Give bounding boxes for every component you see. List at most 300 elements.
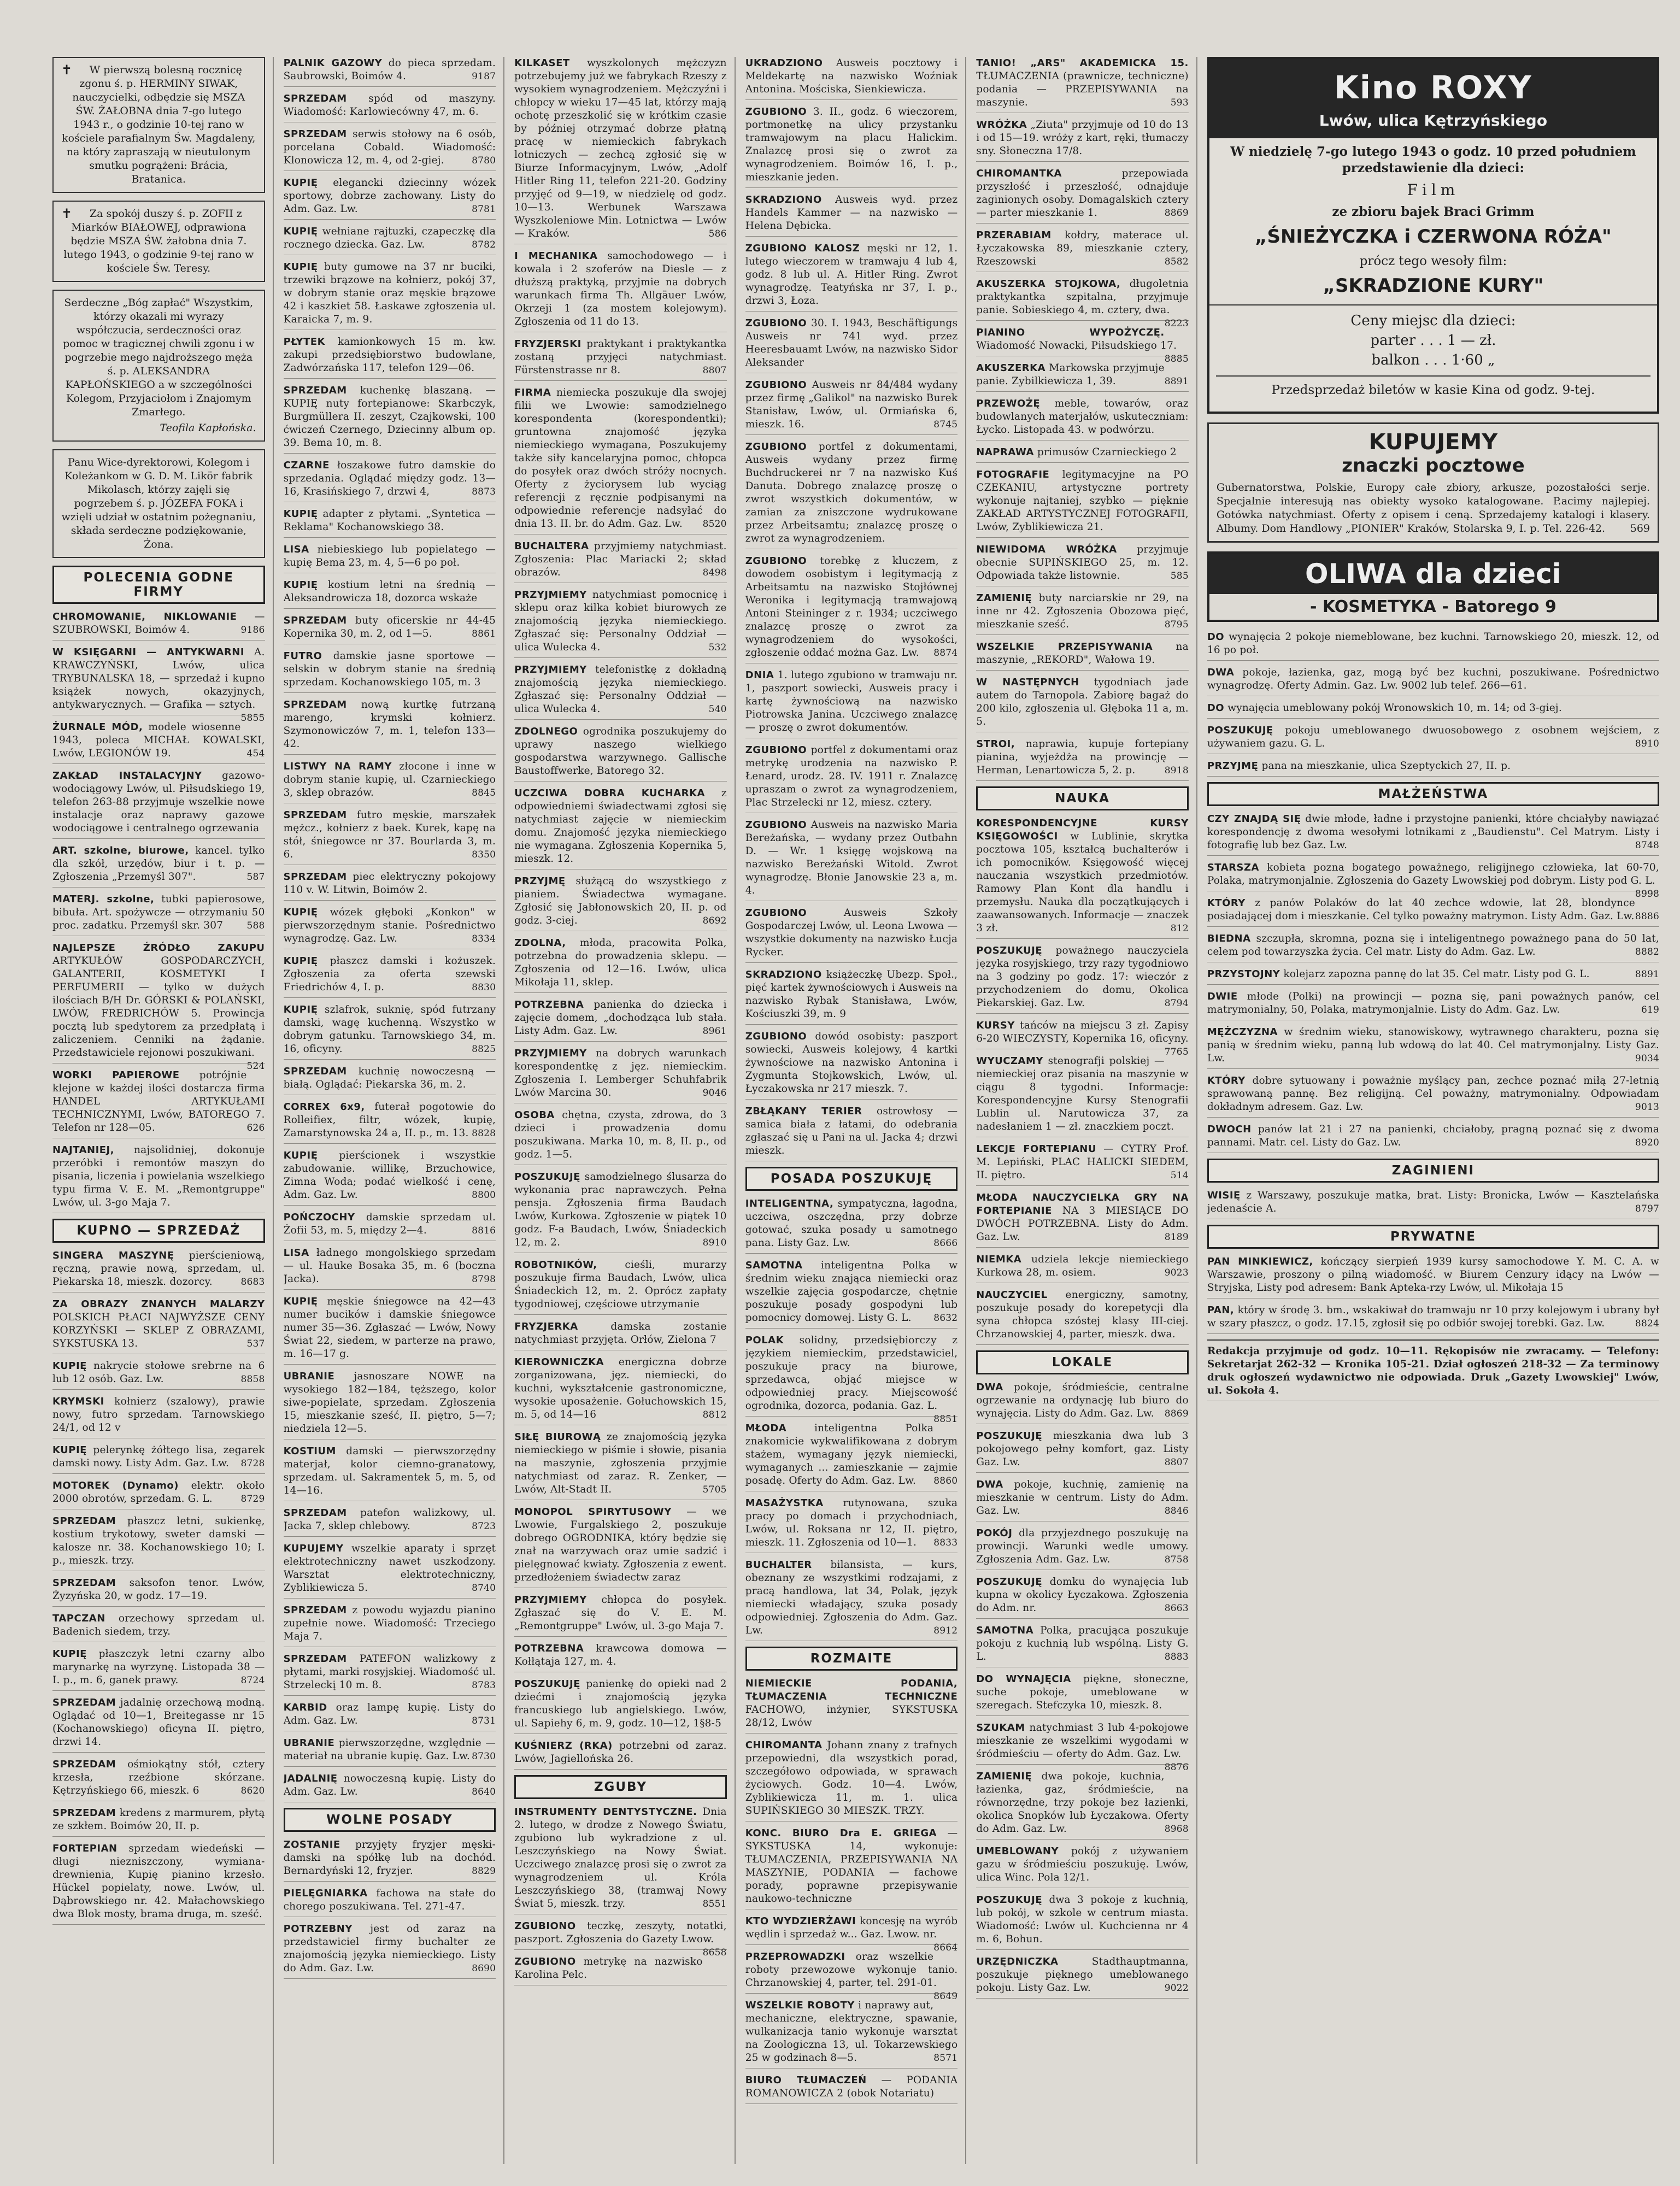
classified-ad: [52, 721, 265, 764]
classified-ad: [745, 242, 958, 312]
classified-ad: [976, 1019, 1189, 1057]
classified-ad: [745, 1422, 958, 1491]
classified-ad: [976, 944, 1189, 1014]
ad-text: Ausweis nr 84/484 wydany przez firmę „Galikol" na nazwisko Burek Stanisław, Lwów, ul. Ormiańska 6, mieszk. 16.: [745, 379, 958, 430]
classified-ad: [745, 1197, 958, 1254]
ad-heading: JADALNIĘ: [283, 1773, 338, 1784]
classified-ad: [284, 1149, 496, 1206]
classified-ad: [514, 57, 727, 244]
classified-ad: [284, 1772, 496, 1802]
cinema-film-word: Film: [1407, 181, 1460, 199]
classified-ad: [976, 1478, 1189, 1521]
ad-heading: ZGUBIONO: [745, 1031, 807, 1042]
ad-heading: LISA: [283, 1247, 309, 1259]
ad-number: 8858: [240, 1374, 265, 1385]
ad-number: 8223: [1164, 318, 1189, 329]
ad-heading: ZGUBIONO: [514, 1920, 576, 1932]
classified-ad: [514, 998, 727, 1042]
ad-number: 8883: [1164, 1652, 1189, 1662]
ad-text: damskie jasne sportowe — selskin w dobrym stanie na średnią sprzedam. Kochanowskiego 105, m. 3: [283, 650, 496, 688]
classified-ad: [976, 167, 1189, 224]
ad-number: 8800: [472, 1190, 496, 1201]
ad-heading: KUPIĘ: [283, 1004, 318, 1015]
ad-list: [1207, 1189, 1659, 1219]
ad-heading: KUPIĘ: [52, 1360, 87, 1372]
ad-list: [976, 57, 1189, 781]
ad-text: młoda, pracowita Polka, potrzebna do prowadzenia sklepu. — Zgłoszenia od 12—16. Lwów, ulica Mikołaja 11, sklep.: [514, 937, 727, 988]
ad-text: kancel. tylko dla szkół, urzędów, biur i t. p. — Zgłoszenia „Przemyśl 307".: [52, 845, 265, 883]
ad-text: Wiadomość Nowacki, Piłsudskiego 17.: [976, 340, 1177, 351]
ad-number: 8729: [240, 1494, 265, 1505]
ad-text: ogrodnika poszukujemy do uprawy naszego wielkiego gospodarstwa warzywnego. Gallische Baustoffwerke, Batorego 32.: [514, 726, 727, 777]
ad-heading: LEKCJE FORTEPIANU: [976, 1143, 1096, 1155]
classified-ad: [976, 1055, 1189, 1137]
classified-ad: [976, 676, 1189, 732]
ad-text: panienkę do opieki nad 2 dziećmi i znajomością języka francuskiego lub angielskiego. Lwów, ul. Sapiehy 6, m. 9, godz. 10—12, 1§8-5: [514, 1678, 727, 1729]
section-header: ZAGINIENI: [1207, 1159, 1659, 1183]
classified-ad: [284, 760, 496, 803]
classified-ad: [745, 669, 958, 738]
ad-list: [745, 1677, 958, 2104]
ad-text: do pieca sprzedam. Saubrowski, Boimów 4.: [283, 57, 496, 82]
ad-number: 569: [1630, 522, 1650, 534]
ad-text: oraz lampę kupię. Listy do Adm. Gaz. Lw.: [283, 1702, 496, 1726]
section-header: WOLNE POSADY: [284, 1808, 496, 1832]
classified-ad: [745, 1827, 958, 1909]
ad-text: solidny, przedsiębiorczy z językiem niemieckim, przedstawiciel, poszukuje pracy na biurowe, sprzedawca, objąć miejsce w odpowiedniej pracy. Miejscowość ogrodnika, dozorca, podania. Gaz. L.: [745, 1335, 958, 1412]
ad-text: torebkę z kluczem, z dowodem osobistym i legitymacją z Arbeitsamtu na nazwisko Stojłównej Weronika i legitymacją tramwajową Antoni Steininger z r. 1934; uczciwego znalazcę proszę o zwrot za wynagrodzeniem do wysokości, zgłoszenie oddać można Gaz. Lw.: [745, 555, 958, 659]
ad-heading: ZAMIENIĘ: [976, 1771, 1032, 1782]
classified-ad: [745, 1334, 958, 1425]
ad-heading: DO WYNAJĘCIA: [976, 1673, 1071, 1685]
ad-heading: PAN,: [1207, 1304, 1235, 1316]
ad-number: 8783: [472, 1680, 496, 1691]
classified-ad: [976, 1191, 1189, 1248]
ad-heading: POSZUKUJĘ: [976, 945, 1043, 956]
ad-number: 454: [246, 748, 265, 759]
column-6: [1207, 57, 1659, 2164]
section-header: ROZMAITE: [745, 1647, 958, 1671]
ad-heading: SPRZEDAM: [283, 93, 347, 104]
ad-list: [745, 57, 958, 1161]
ad-text: samodzielnego ślusarza do wykonania prac naprawczych. Pełna pensja. Zgłoszenia firma Baudach Lwów, Kurkowa. Zgłoszenie w piątek 10 godz. F-a Baudach, Lwów, Śniadeckich 12, m. 2.: [514, 1171, 727, 1248]
ad-text: panienka do dziecka i zajęcie domem, „dochodząca lub stała. Listy Adm. Gaz. Lw.: [514, 999, 727, 1037]
cinema-also: prócz tego wesoły film:: [1359, 254, 1507, 268]
ad-heading: DWA: [976, 1382, 1003, 1393]
ad-text: niemiecka poszukuje dla swojej filii we Lwowie: samodzielnego korespondenta (korespondentki); gruntowna znajomość języka niemieckiego wymagana, Poszukujemy także siły kancelaryjna pomoc, chłopca do posyłek oraz dwóch stróży nocnych. Oferty z życiorysem lub wyciąg referencji z ręcznie podpisanymi na odpowiednie referencje nadsyłać do dnia 13. II. br. do Adm. Gaz. Lw.: [514, 387, 727, 530]
ad-text: Dnia 2. lutego, w drodze z Nowego Światu, zgubiono lub wykradzione z ul. Leszczyńskiego na Nowy Świat. Uczciwego znalazcę prosi się o zwrot za wynagrodzeniem ul. Króla Leszczyńskiego 38, (tramwaj Nowy Świat 5, mieszk. trzy.: [514, 1806, 727, 1909]
ad-heading: W NASTĘPNYCH: [976, 677, 1079, 688]
ad-text: — we Lwowie, Furgalskiego 2, poszukuje dobrego OGRODNIKA, który będzie się znał na warzywach oraz umie sadzić i pielęgnować kwiaty. Zgłoszenia z ewent. przedłożeniem świadectw zaraz: [514, 1506, 727, 1583]
ad-text: TŁUMACZENIA (prawnicze, techniczne) podania — PRZEPISYWANIA na maszynie.: [976, 70, 1189, 108]
classified-ad: [976, 817, 1189, 939]
ad-number: 8807: [1164, 1457, 1189, 1468]
classified-ad: [284, 1838, 496, 1882]
classified-ad: [514, 1431, 727, 1500]
ad-text: energiczny, samotny, poszukuje posady do korepetycji dla syna chłopca szóstej klasy III-ciej. Chrzanowskiej 4, parter, mieszk. dwa.: [976, 1289, 1189, 1340]
ad-number: 8794: [1164, 998, 1189, 1009]
ad-number: 8724: [240, 1675, 265, 1686]
ad-heading: DWA: [1207, 667, 1235, 678]
ad-heading: ZGUBIONO: [745, 379, 807, 391]
ad-text: męski nr 12, 1. lutego wieczorem w tramwaju 4 lub 4, godz. 8 lub ul. A. Hitler Ring. Zwrot wynagrodzę. Teatyńska nr 37, I. p., drzwi 3, Łoza.: [745, 243, 958, 307]
classified-ad: [745, 379, 958, 435]
ad-text: elegancki dziecinny wózek sportowy, dobrze zachowany. Listy do Adm. Gaz. Lw.: [283, 177, 496, 215]
ad-number: 8571: [933, 2053, 958, 2064]
ad-text: 3. II., godz. 6 wieczorem, portmonetkę na ulicy przystanku tramwajowym na placu Halickim. Znalazcę prosi się o zwrot za wynagrodzeniem. Boimów 16, I. p., mieszkanie jeden.: [745, 106, 958, 183]
ad-number: 8189: [1164, 1232, 1189, 1243]
notice-text: Za spokój duszy ś. p. ZOFII z Miarków BIAŁOWEJ, odprawiona będzie MSZA ŚW. żałobna dnia 7. lutego 1943, o godzinie 9-tej rano w kościele Św. Teresy.: [63, 208, 254, 274]
ad-heading: SINGERA MASZYNĘ: [52, 1250, 174, 1261]
ad-heading: KUPIĘ: [283, 1296, 318, 1307]
section-header: MAŁŻEŃSTWA: [1207, 782, 1659, 806]
ad-heading: PALNIK GAZOWY: [283, 57, 383, 69]
classified-ad: [52, 1444, 265, 1474]
classified-ad: [976, 1894, 1189, 1950]
ad-text: pierwszorzędne, względnie — materiał na ubranie kupię. Gaz. Lw.: [283, 1737, 496, 1762]
stamps-subtitle: znaczki pocztowe: [1342, 455, 1525, 477]
classified-ad: [976, 1253, 1189, 1283]
ad-text: dwa pokoje, kuchnia, łazienka, gaz, śródmieście, na równorzędne, trzy pokoje bez łazienki, okolica Snopków lub Łyczakowa. Oferty do Adm. Gaz. Lw.: [976, 1771, 1189, 1835]
ad-text: pokoje, kuchnię, zamienię na mieszkanie w centrum. Listy do Adm. Gaz. Lw.: [976, 1479, 1189, 1517]
classified-ad: [1207, 1026, 1659, 1069]
ad-text: który w środę 3. bm., wskakiwał do tramwaju nr 10 przy kolejowym i ubrany był w szary płaszcz, o godz. 17.15, zgłosił się po odbiór swojej torebki. Gaz. Lw.: [1207, 1304, 1659, 1329]
ad-number: 8816: [472, 1225, 496, 1236]
classified-ad: [284, 955, 496, 998]
ad-text: Markowska przyjmuje panie. Zybilkiewicza 1, 39.: [976, 362, 1165, 387]
ad-heading: FRYZJERKA: [514, 1321, 578, 1332]
classified-ad: [284, 1003, 496, 1060]
ad-heading: PRZYJMIEMY: [514, 664, 587, 675]
ad-number: 8798: [472, 1274, 496, 1285]
ad-heading: NAJTANIEJ,: [52, 1144, 115, 1156]
classified-ad: [284, 1211, 496, 1241]
ad-text: w Lublinie, skrytka pocztowa 105, kształcą buchalterów i ich pomocników. Księgowość więcej nauczania wszystkich przedmiotów. Ramowy Plan Kont dla handlu i przemysłu. Nauka dla początkujących i zaawansowanych. Informacje — znaczek 3 zł.: [976, 831, 1189, 934]
classified-ad: [745, 57, 958, 100]
cinema-prices: [1209, 304, 1657, 370]
ad-number: 7765: [1164, 1047, 1189, 1057]
classified-ad: [52, 1249, 265, 1292]
ad-heading: KIEROWNICZKA: [514, 1356, 604, 1368]
classified-ad: [1207, 631, 1659, 661]
classified-ad: [514, 1047, 727, 1103]
classified-ad: [514, 725, 727, 781]
ad-text: buty narciarskie nr 29, na inne nr 42. Zgłoszenia Obozowa pięć, mieszkanie sześć.: [976, 592, 1189, 630]
ad-heading: WORKI PAPIEROWE: [52, 1070, 180, 1081]
ad-heading: PŁYTEK: [283, 336, 326, 348]
ad-heading: UBRANIE: [283, 1737, 335, 1749]
classified-ad: [284, 1507, 496, 1537]
classified-ad: [745, 555, 958, 663]
ad-heading: BUCHALTERA: [514, 540, 589, 552]
ad-heading: ZGUBIONO: [745, 441, 807, 453]
ad-number: 8860: [933, 1476, 958, 1486]
ad-text: mieszkania dwa lub 3 pokojowego pełny komfort, gaz. Listy Gaz. Lw.: [976, 1430, 1189, 1468]
ad-text: futerał pogotowie do Rolleifiex, filtr, wózek, kupię, Zamarstynowska 24 a, II. p., m. 13.: [283, 1101, 496, 1139]
classified-ad: [976, 1845, 1189, 1888]
ad-text: szczupła, skromna, pozna się i inteligentnego poważnego pana do 50 lat, celem pod towarzyszka życia. Cel matr. Listy do Adm. Gaz. Lw.: [1207, 933, 1659, 957]
ad-text: złocone i inne w dobrym stanie kupię, ul. Czarnieckiego 3, sklep obrazów.: [283, 761, 496, 798]
classified-ad: [745, 1105, 958, 1161]
ad-text: pokoju umeblowanego dwuosobowego z osobnem wejściem, z używaniem gazu. G. L.: [1207, 725, 1659, 749]
classified-ad: [976, 1770, 1189, 1840]
ad-heading: ZBŁĄKANY TERIER: [745, 1106, 862, 1117]
ad-number: 585: [1170, 571, 1189, 581]
ad-number: 619: [1641, 1004, 1659, 1015]
mass-notice: [52, 201, 265, 282]
ad-text: ładnego mongolskiego sprzedam — ul. Hauke Bosaka 35, m. 6 (boczna Jacka).: [283, 1247, 496, 1285]
ad-heading: PRZERABIAM: [976, 230, 1052, 241]
ad-heading: SPRZEDAM: [283, 871, 347, 883]
ad-heading: POSZUKUJĘ: [514, 1171, 581, 1183]
ad-heading: SAMOTNA: [745, 1260, 803, 1271]
ad-number: 8781: [472, 204, 496, 215]
ad-number: 8664: [933, 1942, 958, 1953]
classified-ad: [514, 1740, 727, 1770]
ad-text: Ausweis Szkoły Gospodarczej Lwów, ul. Leona Lwowa — wszystkie dokumenty na nazwisko Łucja Rycker.: [745, 907, 958, 958]
ad-number: 5855: [240, 713, 265, 724]
classified-ad: [1207, 897, 1659, 927]
ad-text: jest od zaraz na przedstawiciel firmy buchalter ze znajomością języka niemieckiego. Listy do Adm. Gaz. Lw.: [283, 1923, 496, 1974]
ad-text: młode (Polki) na prowincji — pozna się, pani poważnych panów, cel matrymonialny, 50, Polaka, matrymonjalnie. Listy do Adm. Gaz. Lw.: [1207, 991, 1659, 1015]
ad-heading: BIURO TŁUMACZEŃ: [745, 2075, 867, 2086]
classified-ad: [1207, 760, 1659, 777]
classified-ad: [976, 1624, 1189, 1667]
ad-heading: KOSTIUM: [283, 1445, 336, 1457]
ad-heading: PIANINO WYPOŻYCZĘ.: [976, 327, 1165, 338]
ad-text: pokój z używaniem gazu w śródmieściu poszukuję. Lwów, ulica Winc. Pola 12/1.: [976, 1846, 1189, 1883]
classified-ad: [745, 1915, 958, 1953]
ad-heading: SPRZEDAM: [283, 385, 347, 396]
classified-ad: [284, 225, 496, 255]
ad-number: 8828: [472, 1128, 496, 1139]
ad-heading: WSZELKIE PRZEPISYWANIA: [976, 641, 1153, 653]
ad-heading: CHIROMANTKA: [976, 168, 1062, 179]
ad-text: wózek głęboki „Konkon" w pierwszorzędnym stanie. Pośrednictwo wynagrodzę. Gaz. Lw.: [283, 907, 496, 944]
ad-heading: MASAŻYSTKA: [745, 1497, 824, 1509]
classified-ad: [52, 1842, 265, 1925]
ad-text: natychmiast 3 lub 4-pokojowe mieszkanie ze wszelkimi wygodami w śródmieściu — oferty do Adm. Gaz. Lw.: [976, 1722, 1189, 1760]
ad-heading: ZGUBIONO: [514, 1956, 576, 1967]
ad-heading: MOTOREK (Dynamo): [52, 1480, 179, 1491]
ad-text: samochodowego — i kowala i 2 szoferów na Diesle — z dłuższą praktyką, przyjmie na dobrych warunkach firma Th. Allgäuer Lwów, Okrzeji 1 (za mostem kolejowym). Zgłoszenia od 11 do 13.: [514, 250, 727, 327]
ad-heading: NAUCZYCIEL: [976, 1289, 1048, 1301]
ad-text: ARTYKUŁÓW GOSPODARCZYCH, GALANTERII, KOSMETYKI I PERFUMERII — tylko w dużych ilościach B/H Dr. GÓRSKI & POLAŃSKI, LWÓW, FREDRICHÓW 5. Prowincja pocztą lub spedytorem za przedpłatą i zaliczeniem. Cenniki na żądanie. Przedstawiciele rejonowi poszukiwani.: [52, 955, 265, 1059]
ad-text: wynajęcia 2 pokoje niemeblowane, bez kuchni. Tarnowskiego 20, mieszk. 12, od 16 po poł.: [1207, 631, 1659, 656]
ad-heading: PAN MINKIEWICZ,: [1207, 1256, 1313, 1267]
ad-heading: DO: [1207, 702, 1225, 714]
classified-ad: [976, 57, 1189, 113]
classified-ad: [52, 1144, 265, 1213]
classified-ad: [284, 1604, 496, 1647]
classified-ad: [514, 250, 727, 332]
ad-text: naprawia, kupuje fortepiany pianina, wyjeżdża na prowincję — Herman, Lenartowicza 5, 2. p.: [976, 738, 1189, 776]
ad-text: kolejarz zapozna pannę do lat 35. Cel matr. Listy pod G. L.: [1283, 968, 1590, 980]
ad-number: 8830: [472, 982, 496, 993]
ad-text: dla przyjezdnego poszukuję na prowincji. Warunki wedle umowy. Zgłoszenia Adm. Gaz. Lw.: [976, 1527, 1189, 1565]
oliwa-ad: [1207, 551, 1659, 622]
ad-text: buty gumowe na 37 nr buciki, trzewiki brązowe na kołnierz, pokój 37, w dobrym stanie oraz męskie brązowe 42 i kaszkiet 58. Łaskawe zgłoszenia ul. Karaicka 7, m. 9.: [283, 261, 496, 325]
ad-text: piec elektryczny pokojowy 110 v. W. Litwin, Boimów 2.: [283, 871, 496, 896]
ad-number: 8961: [702, 1026, 727, 1037]
classified-ad: [52, 1515, 265, 1571]
ad-heading: WSZELKIE ROBOTY: [745, 2000, 855, 2011]
ad-heading: PRZYJMIEMY: [514, 1594, 587, 1606]
ad-text: potrójnie klejone w każdej ilości dostarcza firma HANDEL ARTYKUŁAMI TECHNICZNYMI, Lwów, BATOREGO 7. Telefon nr 128—05.: [52, 1070, 265, 1133]
classified-ad: [976, 1143, 1189, 1186]
ad-number: 8758: [1164, 1554, 1189, 1565]
classified-ad: [284, 614, 496, 644]
classified-ad: [52, 1807, 265, 1837]
ad-number: 8723: [472, 1521, 496, 1532]
ad-number: 8740: [472, 1583, 496, 1594]
ad-number: 8658: [702, 1947, 727, 1958]
classified-ad: [52, 1696, 265, 1753]
ad-heading: DWIE: [1207, 991, 1238, 1002]
ad-text: z panów Polaków do lat 40 zechce wdowie, lat 28, blondynce posiadającej dom i mieszkanie. Cel tylko poważny matrymon. Listy Adm. Gaz. Lw.: [1207, 897, 1635, 922]
classified-ad: [284, 336, 496, 379]
ad-text: Polka, pracująca poszukuje pokoju z kuchnią lub wspólną. Listy G. L.: [976, 1625, 1189, 1662]
ad-heading: INSTRUMENTY DENTYSTYCZNE.: [514, 1806, 697, 1818]
classified-ad: [284, 92, 496, 122]
ad-text: krawcowa domowa — Kołłątaja 127, m. 4.: [514, 1643, 727, 1667]
ad-heading: FRYZJERSKI: [514, 338, 581, 350]
ad-heading: PRZYSTOJNY: [1207, 968, 1280, 980]
ad-number: 8728: [240, 1458, 265, 1469]
ad-number: 8692: [702, 915, 727, 926]
ad-number: 8874: [933, 648, 958, 659]
classified-ad: [284, 809, 496, 865]
cinema-collection: ze zbioru bajek Braci Grimm: [1332, 204, 1535, 219]
ad-list: [745, 1197, 958, 1641]
ad-text: wyszkolonych mężczyzn potrzebujemy już we fabrykach Rzeszy z wysokiem wynagrodzeniem. Mężczyźni i chłopcy w wieku 17—45 lat, którzy mają ochotę przeszkolić się w krótkim czasie by później otrzymać dobrze płatną pracę w niemieckich fabrykach lotniczych — zechcą zgłosić się w Biurze Informacyjnym, Lwów, „Adolf Hitler Ring 11, telefon 221-20. Godziny przyjęć od 9—19, w niedzielę od godz. 10—13. Werbunek Warszawa Wyszkoleniowe Min. Lotnictwa — Lwów — Kraków.: [514, 57, 727, 239]
section-header: KUPNO — SPRZEDAŻ: [52, 1219, 265, 1243]
classified-ad: [745, 1677, 958, 1733]
classified-ad: [745, 193, 958, 237]
ad-heading: SPRZEDAM: [283, 1653, 347, 1665]
classified-ad: [1207, 724, 1659, 754]
ad-text: 1. lutego zgubiono w tramwaju nr. 1, paszport sowiecki, Ausweis pracy i kartę żywnościową na nazwisko Piotrowska Janina. Uczciwego znalazcę — proszę o zwrot dokumentów.: [745, 669, 958, 733]
ad-text: nakrycie stołowe srebrne na 6 lub 12 osób. Gaz. Lw.: [52, 1360, 265, 1385]
ad-text: książeczkę Ubezp. Społ., pięć kartek żywnościowych i Ausweis na nazwisko Rybak Stanisława, Lwów, Kościuszki 39, m. 9: [745, 969, 958, 1020]
ad-number: 8829: [472, 1866, 496, 1877]
ad-number: 8910: [1635, 738, 1659, 749]
ad-text: przepowiada przyszłość i przeszłość, odnajduje zaginionych osoby. Domagalskich cztery — parter mieszkanie 1.: [976, 168, 1189, 219]
classified-ad: [284, 1737, 496, 1767]
ad-heading: SKRADZIONO: [745, 969, 822, 980]
classified-ad: [976, 119, 1189, 162]
ad-number: 8797: [1635, 1203, 1659, 1214]
ad-heading: SPRZEDAM: [283, 1507, 347, 1519]
ad-text: wynajęcia umeblowany pokój Wronowskich 10, m. 14; od 3-giej.: [1227, 702, 1562, 714]
ad-heading: MATERJ. szkolne,: [52, 894, 155, 905]
ad-number: 537: [246, 1338, 265, 1349]
ad-text: energiczna dobrze zorganizowana, jęz. niemiecki, do kuchni, wykształcenie gastronomiczne, wysokie uposażenie. Gołuchowskich 15, m. 5, od 14—16: [514, 1356, 727, 1420]
classified-ad: [976, 397, 1189, 440]
ad-heading: ZAKŁAD INSTALACYJNY: [52, 770, 202, 781]
ad-heading: NIEMKA: [976, 1254, 1022, 1265]
column-2: [284, 57, 505, 2164]
ad-text: przyjmiemy natychmiast. Zgłoszenia: Plac Mariacki 2; skład obrazów.: [514, 540, 727, 578]
ad-heading: MŁODA: [745, 1423, 787, 1434]
ad-number: 8825: [472, 1044, 496, 1055]
ad-text: ze znajomością języka niemieckiego w piśmie i słowie, pisania na maszynie, zgłoszenia przyjmie natychmiast od zaraz. R. Zenker, — Lwów, Alt-Stadt II.: [514, 1431, 727, 1495]
prices-head: Ceny miejsc dla dzieci:: [1350, 313, 1516, 329]
ad-text: tańców na miejscu 3 zł. Zapisy 6-20 WIECZYSTY, Kopernika 16, oficyny.: [976, 1020, 1189, 1044]
ad-number: 8891: [1635, 969, 1659, 980]
ad-number: 9013: [1635, 1102, 1659, 1113]
classified-ad: [514, 1678, 727, 1734]
classified-ad: [1207, 861, 1659, 900]
classified-ad: [284, 57, 496, 87]
ad-heading: KUPIĘ: [283, 579, 318, 591]
ad-heading: KUŚNIERZ (RKA): [514, 1740, 613, 1752]
ad-heading: POTRZEBNA: [514, 1643, 584, 1654]
ad-heading: PRZEPROWADZKI: [745, 1951, 845, 1962]
section-header: ZGUBY: [514, 1775, 727, 1799]
classified-ad: [52, 1360, 265, 1390]
ad-text: udziela lekcje niemieckiego Kurkowa 28, m. osiem.: [976, 1254, 1189, 1278]
ad-heading: POŃCZOCHY: [283, 1212, 355, 1223]
ad-heading: SZUKAM: [976, 1722, 1025, 1733]
classified-ad: [976, 1576, 1189, 1619]
ad-number: 587: [246, 872, 265, 883]
ad-number: 532: [708, 642, 727, 653]
classified-ad: [514, 338, 727, 381]
ad-text: fachowa na stałe do chorego poszukiwana. Tel. 271-47.: [283, 1888, 496, 1912]
ad-number: 8998: [1635, 889, 1659, 900]
ad-number: 8873: [472, 486, 496, 497]
classified-ad: [1207, 932, 1659, 962]
ad-heading: FORTEPIAN: [52, 1843, 118, 1854]
ad-number: 8910: [702, 1237, 727, 1248]
ad-number: 9023: [1164, 1267, 1189, 1278]
section-header: PRYWATNE: [1207, 1225, 1659, 1249]
ad-text: patefon walizkowy, ul. Jacka 7, sklep chlebowy.: [283, 1507, 496, 1532]
ad-number: 8683: [240, 1277, 265, 1288]
classified-ad: [284, 543, 496, 573]
classified-ad: [52, 1612, 265, 1642]
ad-text: spód od maszyny. Wiadomość: Karlowiecówny 47, m. 6.: [283, 93, 496, 117]
classified-ad: [514, 1109, 727, 1165]
ad-heading: SPRZEDAM: [52, 1807, 116, 1819]
classified-ad: [284, 1247, 496, 1290]
ad-text: A. KRAWCZYŃSKI, Lwów, ulica TRYBUNALSKA 18, — sprzedaż i kupno książek nowych, okazyjnych, antykwarycznych. — Grafika — sztych.: [52, 647, 265, 710]
ad-text: pokoje, łazienka, gaz, mogą być bez kuchni, poszukiwane. Pośrednictwo wynagrodzę. Oferty Admin. Gaz. Lw. 9002 lub telef. 266—61.: [1207, 667, 1659, 691]
ad-text: na maszynie, „REKORD", Wałowa 19.: [976, 641, 1189, 666]
ad-text: nowoczesną kupię. Listy do Adm. Gaz. Lw.: [283, 1773, 496, 1797]
classified-ad: [284, 1923, 496, 1979]
ad-text: „Ziuta" przyjmuje od 10 do 13 i od 15—19. wróży z kart, ręki, tłumaczy sny. Słoneczna 17/8.: [976, 119, 1189, 157]
ad-text: PATEFON walizkowy z płytami, marki rosyjskiej. Wiadomość ul. Strzeleckį 10 m. 8.: [283, 1653, 496, 1691]
ad-text: jasnoszare NOWE na wysokiego 182—184, tęższego, kolor siwe-popielate, sprzedam. Zgłoszenia 15, mieszkanie sześć, II. piętro, 5—7; niedziela 12—5.: [283, 1371, 496, 1435]
ad-heading: WRÓŻKA: [976, 119, 1027, 131]
ad-heading: W KSIĘGARNI — ANTYKWARNI: [52, 647, 245, 658]
ad-heading: CHROMOWANIE, NIKLOWANIE: [52, 611, 237, 622]
ad-text: piękne, słoneczne, suche pokoje, umeblowane w szeregach. Stefczyka 10, mieszk. 8.: [976, 1673, 1189, 1711]
ad-heading: KONC. BIURO Dra E. GRIEGA: [745, 1827, 937, 1839]
ad-text: z odpowiedniemi świadectwami zgłosi się natychmiast zajęcie w niemieckim domu. Znajomość języka niemieckiego nie wymagana. Zgłoszenia Kopernika 5, mieszk. 12.: [514, 788, 727, 865]
ad-text: koncesję na wyrób wędlin i sprzedaż w... Gaz. Lwow. nr.: [745, 1915, 958, 1940]
ad-text: pokoje, śródmieście, centralne ogrzewanie na ordynację lub biuro do wynajęcia. Listy do Adm. Gaz. Lw.: [976, 1382, 1189, 1419]
ad-text: płaszcz letni, sukienkę, kostium trykotowy, sweter damski — kalosze nr. 38. Kochanowskiego 10; I. p., mieszk. trzy.: [52, 1515, 265, 1566]
ad-text: kołdry, materace ul. Łyczakowska 89, mieszkanie cztery, Rzeszowski: [976, 230, 1189, 267]
ad-heading: KUPIĘ: [283, 907, 318, 918]
ad-number: 8876: [1164, 1762, 1189, 1773]
ad-text: orzechowy sprzedam ul. Badenich siedem, trzy.: [52, 1613, 265, 1637]
ad-list: [1207, 631, 1659, 777]
ad-text: telefonistkę z dokładną znajomością języka niemieckiego. Zgłaszać się: Personalny Oddział — ulica Wulecka 4.: [514, 664, 727, 715]
